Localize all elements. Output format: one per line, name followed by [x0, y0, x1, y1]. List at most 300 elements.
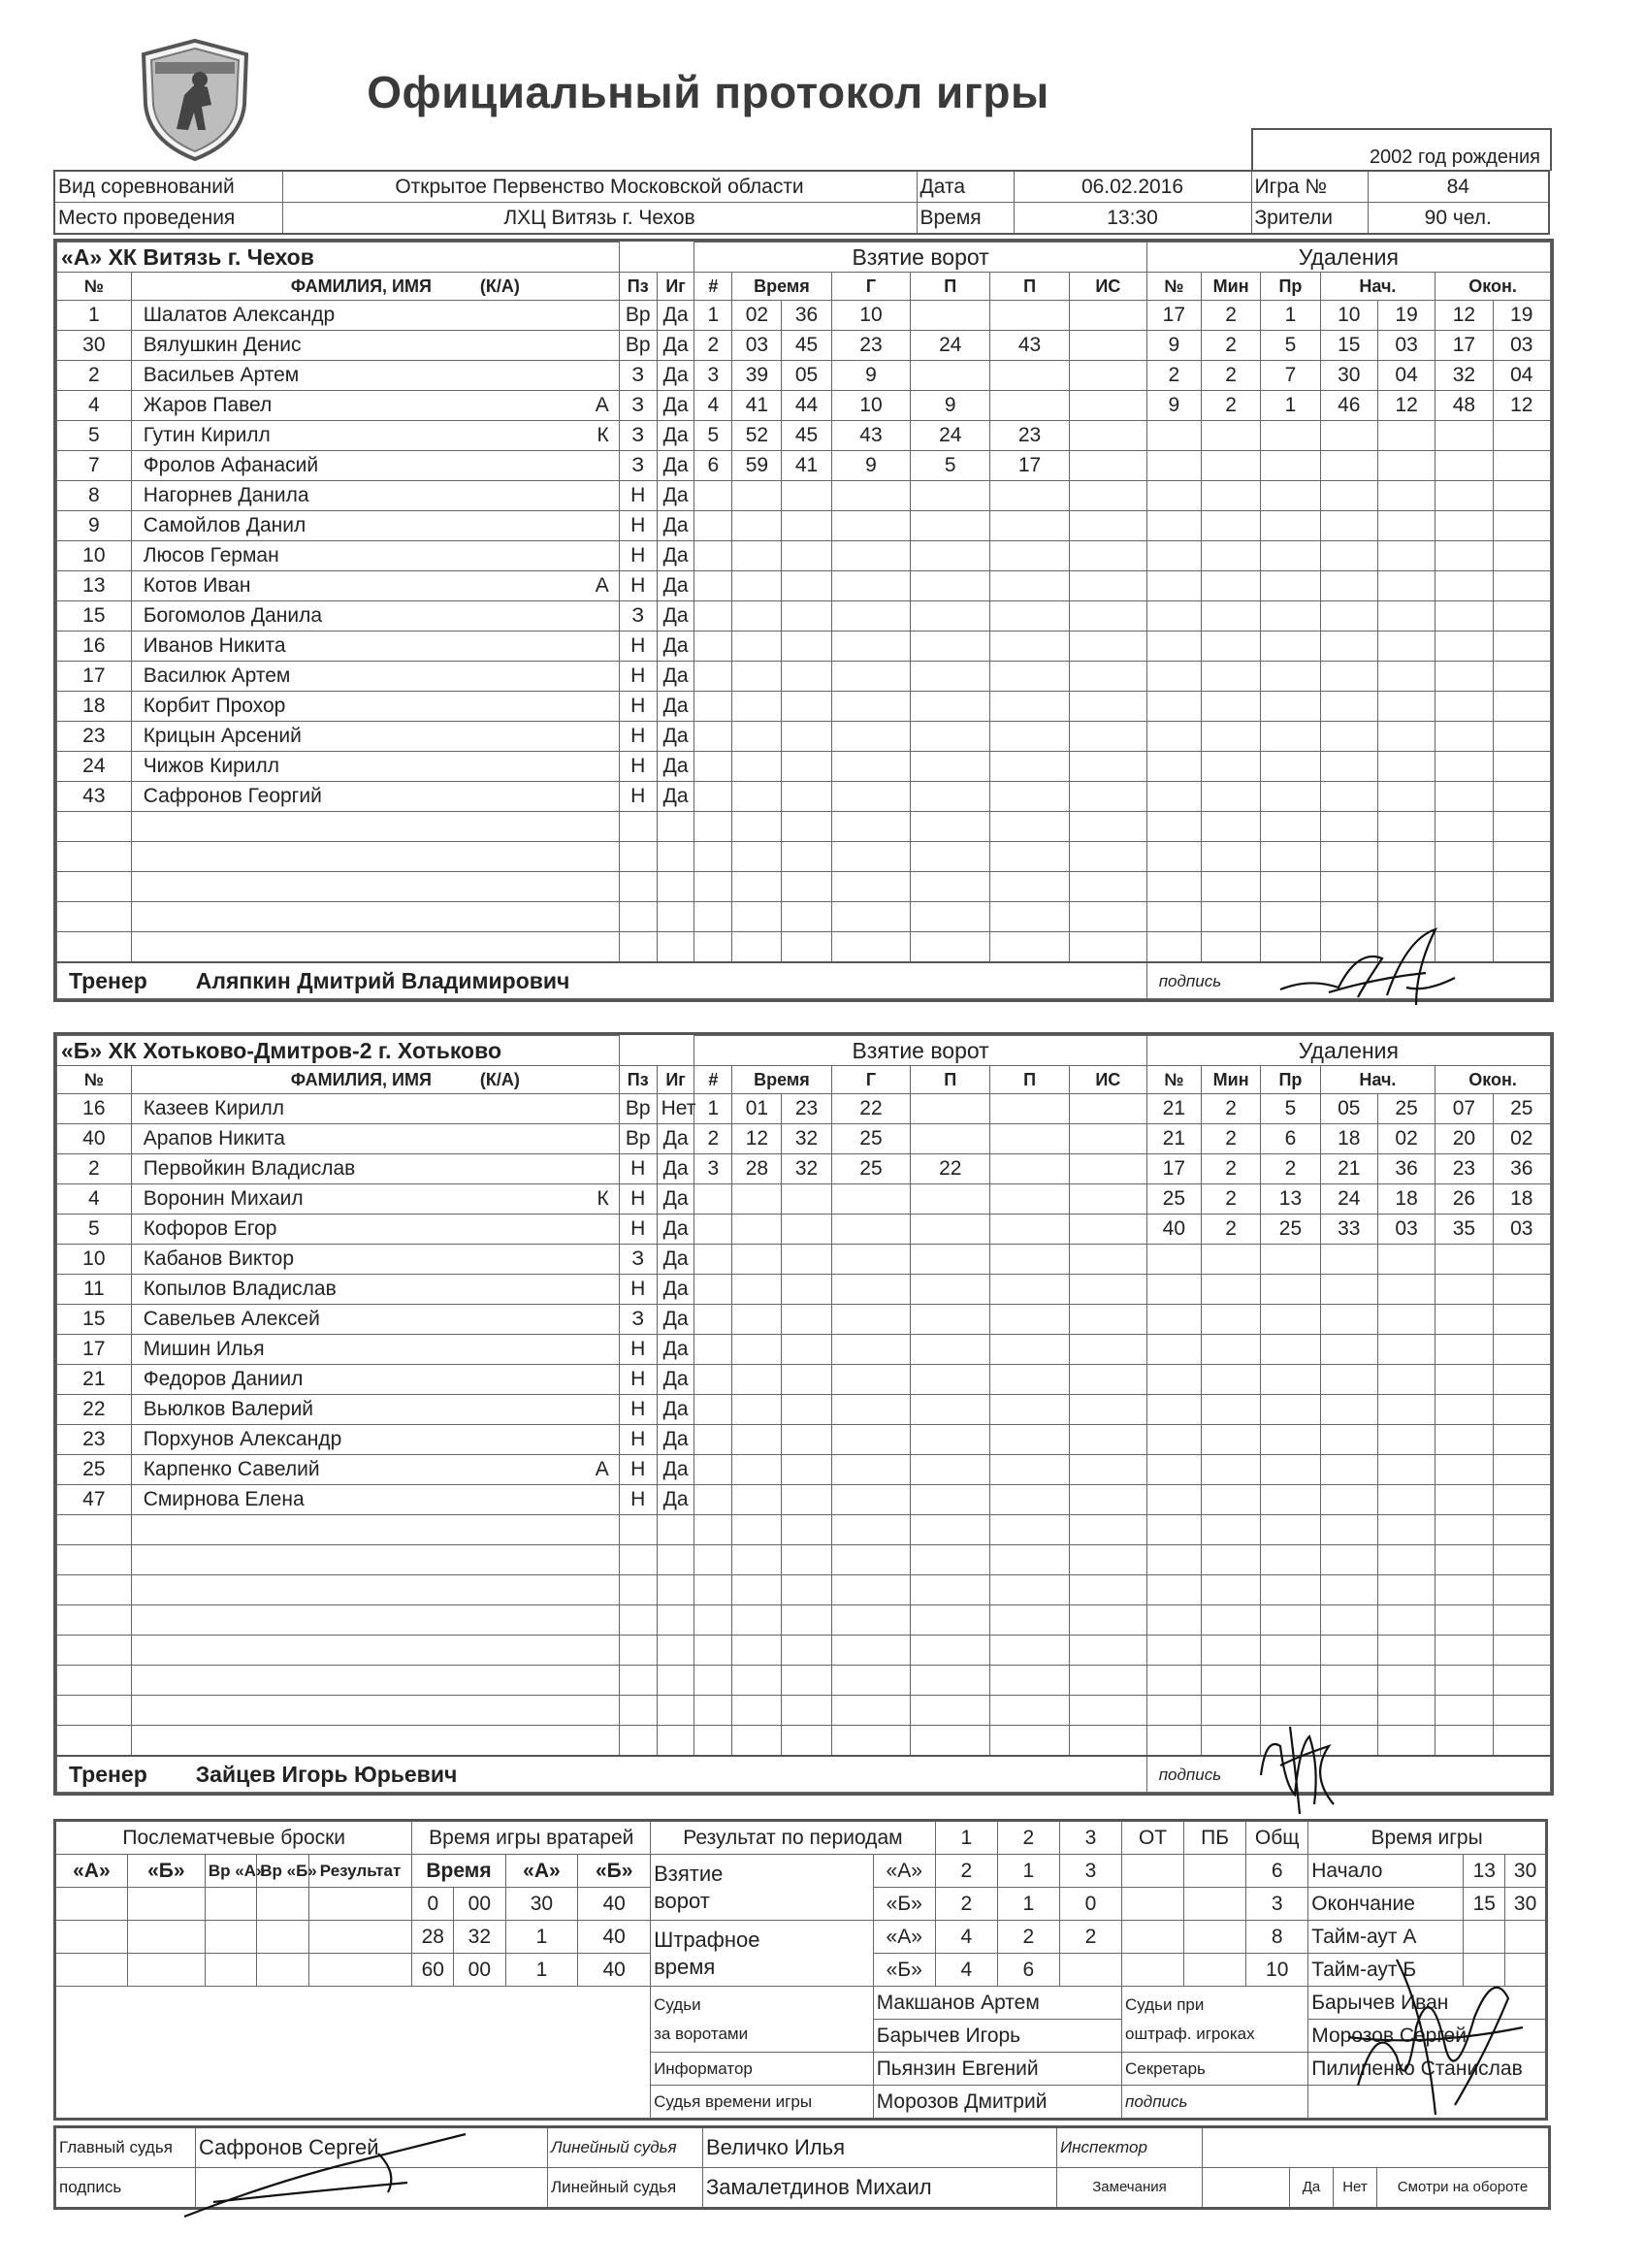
- goal-situation: [1069, 1575, 1146, 1605]
- goal-minute: 02: [732, 301, 782, 331]
- goal-assist-2: [990, 722, 1070, 752]
- player-row: [57, 1425, 1551, 1455]
- penalty-player: 17: [1146, 301, 1201, 331]
- goal-minute: 03: [732, 331, 782, 361]
- penalty-start-min: [1320, 1485, 1377, 1515]
- player-name: Вялушкин Денис: [131, 331, 619, 361]
- goal-number: 2: [694, 331, 732, 361]
- penalty-end-sec: [1493, 1515, 1550, 1545]
- player-number: 22: [57, 1395, 132, 1425]
- goal-second: [782, 1696, 831, 1726]
- penalty-code: [1261, 782, 1320, 812]
- col-is: ИС: [1069, 1066, 1146, 1094]
- player-position: Вр: [619, 331, 657, 361]
- player-number: 17: [57, 662, 132, 692]
- end-h: 15: [1464, 1888, 1505, 1921]
- player-name: Арапов Никита: [131, 1124, 619, 1154]
- captain-mark: К: [597, 1187, 609, 1210]
- player-name: Крицын Арсений: [131, 722, 619, 752]
- goal-minute: [732, 571, 782, 601]
- captain-mark: А: [595, 394, 609, 416]
- goal-second: [782, 1636, 831, 1666]
- player-position: Н: [619, 782, 657, 812]
- goal-number: 4: [694, 391, 732, 421]
- goal-number: 6: [694, 451, 732, 481]
- penalty-end-min: [1435, 1515, 1493, 1545]
- game-no: 84: [1368, 171, 1549, 203]
- player-number: 4: [57, 1184, 132, 1215]
- col-pen-no: №: [1146, 1066, 1201, 1094]
- penalty-player: [1146, 1335, 1201, 1365]
- penalty-start-sec: [1377, 1365, 1435, 1395]
- penalty-end-sec: [1493, 1335, 1550, 1365]
- start-h: 13: [1464, 1855, 1505, 1888]
- goal-judge-2: Барычев Игорь: [873, 2020, 1121, 2053]
- document-title: Официальный протокол игры: [367, 67, 1049, 117]
- penalty-end-min: [1435, 722, 1493, 752]
- penalty-start-min: [1320, 1245, 1377, 1275]
- goals-b-pb: [1184, 1888, 1246, 1921]
- penalty-code: [1261, 1245, 1320, 1275]
- player-position: Н: [619, 1455, 657, 1485]
- goal-situation: [1069, 932, 1146, 963]
- col-assist-2: П: [990, 1066, 1070, 1094]
- goal-number: [694, 1485, 732, 1515]
- team-a-sign: подпись: [1146, 962, 1550, 999]
- player-name: Иванов Никита: [131, 632, 619, 662]
- penalty-code: [1261, 812, 1320, 842]
- penalty-minutes: [1201, 601, 1260, 632]
- penalty-code: [1261, 1575, 1320, 1605]
- penalty-end-sec: [1493, 1395, 1550, 1425]
- goal-number: 3: [694, 361, 732, 391]
- player-number: 16: [57, 632, 132, 662]
- goal-number: [694, 1275, 732, 1305]
- goal-assist-2: [990, 1305, 1070, 1335]
- penalty-player: [1146, 662, 1201, 692]
- penalty-end-sec: 03: [1493, 1215, 1550, 1245]
- shootout-title: Послематчевые броски: [55, 1821, 412, 1855]
- goalie-time-title: Время игры вратарей: [412, 1821, 651, 1855]
- penalty-judges-label: Судьи при оштраф. игроках: [1122, 1987, 1308, 2053]
- goal-situation: [1069, 1455, 1146, 1485]
- penalty-end-sec: [1493, 1455, 1550, 1485]
- goal-second: [782, 1666, 831, 1696]
- goal-assist-1: [911, 1365, 990, 1395]
- goal-second: [782, 1305, 831, 1335]
- player-played: Да: [657, 541, 694, 571]
- penalty-code: [1261, 571, 1320, 601]
- player-number: 13: [57, 571, 132, 601]
- penalty-start-sec: [1377, 632, 1435, 662]
- penalty-judge-1: Барычев Иван: [1308, 1987, 1547, 2020]
- col-goal-scorer: Г: [831, 1066, 911, 1094]
- goal-assist-1: [911, 1726, 990, 1757]
- goal-second: 36: [782, 301, 831, 331]
- player-number: 9: [57, 511, 132, 541]
- penalty-minutes: [1201, 722, 1260, 752]
- player-position: Н: [619, 1154, 657, 1184]
- player-played: Да: [657, 1485, 694, 1515]
- penalty-start-sec: 19: [1377, 301, 1435, 331]
- goal-number: [694, 1545, 732, 1575]
- team-a-goals-title: Взятие ворот: [694, 243, 1146, 273]
- player-played: Да: [657, 301, 694, 331]
- goal-scorer: 9: [831, 361, 911, 391]
- team-b-signature: [1242, 1707, 1358, 1824]
- goal-situation: [1069, 361, 1146, 391]
- goal-minute: [732, 662, 782, 692]
- pim-a-total: 8: [1246, 1921, 1308, 1954]
- goal-second: 32: [782, 1124, 831, 1154]
- penalty-start-min: [1320, 1605, 1377, 1636]
- goal-assist-1: [911, 601, 990, 632]
- player-position: Н: [619, 1365, 657, 1395]
- venue: ЛХЦ Витязь г. Чехов: [282, 203, 917, 235]
- col-pen-min: Мин: [1201, 273, 1260, 301]
- penalty-player: 21: [1146, 1124, 1201, 1154]
- player-row: [57, 1575, 1551, 1605]
- player-position: [619, 842, 657, 872]
- player-row: [57, 812, 1551, 842]
- goal-number: [694, 722, 732, 752]
- goal-number: [694, 481, 732, 511]
- penalty-code: [1261, 1485, 1320, 1515]
- penalty-minutes: [1201, 1335, 1260, 1365]
- player-played: Да: [657, 1365, 694, 1395]
- goal-situation: [1069, 331, 1146, 361]
- player-name: Савельев Алексей: [131, 1305, 619, 1335]
- penalty-minutes: [1201, 1545, 1260, 1575]
- player-played: Да: [657, 511, 694, 541]
- player-row: [57, 1275, 1551, 1305]
- goals-a-p3: 3: [1059, 1855, 1121, 1888]
- penalty-start-min: [1320, 1365, 1377, 1395]
- penalty-start-sec: [1377, 1545, 1435, 1575]
- player-position: [619, 1575, 657, 1605]
- penalty-code: [1261, 421, 1320, 451]
- player-row: [57, 421, 1551, 451]
- player-number: 17: [57, 1335, 132, 1365]
- goal-number: [694, 1425, 732, 1455]
- penalty-end-min: 20: [1435, 1124, 1493, 1154]
- penalty-end-min: [1435, 421, 1493, 451]
- goal-assist-1: [911, 1455, 990, 1485]
- goal-minute: [732, 1305, 782, 1335]
- penalty-start-sec: [1377, 782, 1435, 812]
- goal-situation: [1069, 752, 1146, 782]
- penalty-start-sec: 12: [1377, 391, 1435, 421]
- penalty-minutes: 2: [1201, 331, 1260, 361]
- player-played: Нет: [657, 1094, 694, 1124]
- penalty-end-min: [1435, 1275, 1493, 1305]
- penalty-start-sec: 02: [1377, 1124, 1435, 1154]
- penalty-player: 17: [1146, 1154, 1201, 1184]
- goal-assist-2: [990, 1425, 1070, 1455]
- secretary-sign-label: подпись: [1122, 2086, 1308, 2120]
- goal-assist-2: [990, 1636, 1070, 1666]
- player-number: 23: [57, 722, 132, 752]
- penalty-end-min: [1435, 692, 1493, 722]
- goal-scorer: 25: [831, 1154, 911, 1184]
- goal-situation: [1069, 421, 1146, 451]
- goal-situation: [1069, 1305, 1146, 1335]
- penalty-minutes: 2: [1201, 1124, 1260, 1154]
- player-name: [131, 1636, 619, 1666]
- penalty-code: [1261, 541, 1320, 571]
- penalty-player: [1146, 632, 1201, 662]
- player-played: [657, 812, 694, 842]
- penalty-minutes: [1201, 782, 1260, 812]
- goal-situation: [1069, 1335, 1146, 1365]
- penalty-code: [1261, 752, 1320, 782]
- club-logo: [138, 37, 252, 163]
- goal-minute: [732, 932, 782, 963]
- penalty-start-sec: [1377, 511, 1435, 541]
- goal-assist-1: [911, 1245, 990, 1275]
- player-name: [131, 1696, 619, 1726]
- penalty-code: [1261, 1605, 1320, 1636]
- player-position: Вр: [619, 1124, 657, 1154]
- player-name: Василюк Артем: [131, 662, 619, 692]
- team-b-penalties-title: Удаления: [1146, 1036, 1550, 1066]
- goals-b-p2: 1: [997, 1888, 1059, 1921]
- player-position: Н: [619, 692, 657, 722]
- goal-second: [782, 1726, 831, 1757]
- goals-a-p2: 1: [997, 1855, 1059, 1888]
- player-name: Казеев Кирилл: [131, 1094, 619, 1124]
- penalty-start-sec: [1377, 722, 1435, 752]
- player-played: Да: [657, 1124, 694, 1154]
- penalty-start-sec: [1377, 692, 1435, 722]
- player-number: 1: [57, 301, 132, 331]
- player-position: Н: [619, 541, 657, 571]
- goal-assist-2: 43: [990, 331, 1070, 361]
- goal-number: [694, 812, 732, 842]
- captain-mark: А: [595, 574, 609, 597]
- player-row: [57, 1154, 1551, 1184]
- penalty-player: [1146, 421, 1201, 451]
- time-label: Время: [917, 203, 1014, 235]
- goal-number: [694, 752, 732, 782]
- player-played: Да: [657, 1305, 694, 1335]
- goal-assist-1: [911, 541, 990, 571]
- penalty-start-sec: [1377, 601, 1435, 632]
- penalty-end-sec: [1493, 1696, 1550, 1726]
- player-position: Н: [619, 571, 657, 601]
- goal-assist-1: [911, 361, 990, 391]
- goal-assist-1: [911, 1184, 990, 1215]
- see-back: Смотри на обороте: [1377, 2168, 1550, 2209]
- player-position: Н: [619, 481, 657, 511]
- player-played: Да: [657, 782, 694, 812]
- penalty-start-sec: [1377, 1425, 1435, 1455]
- col-is: ИС: [1069, 273, 1146, 301]
- penalty-start-min: [1320, 481, 1377, 511]
- player-position: [619, 1636, 657, 1666]
- goal-assist-1: [911, 932, 990, 963]
- end-label: Окончание: [1308, 1888, 1464, 1921]
- goal-number: [694, 541, 732, 571]
- team-a-signature: [1271, 920, 1465, 1017]
- player-name: [131, 932, 619, 963]
- player-number: [57, 932, 132, 963]
- col-name: ФАМИЛИЯ, ИМЯ (К/А): [131, 273, 619, 301]
- player-number: [57, 1515, 132, 1545]
- goal-situation: [1069, 1215, 1146, 1245]
- player-position: Н: [619, 1485, 657, 1515]
- col-ig: Иг: [657, 273, 694, 301]
- penalty-start-sec: [1377, 421, 1435, 451]
- penalty-player: [1146, 872, 1201, 902]
- penalty-minutes: [1201, 1485, 1260, 1515]
- penalty-player: [1146, 1545, 1201, 1575]
- penalty-player: [1146, 1636, 1201, 1666]
- goal-minute: [732, 872, 782, 902]
- goal-number: [694, 601, 732, 632]
- penalty-start-sec: [1377, 812, 1435, 842]
- player-row: [57, 301, 1551, 331]
- team-b-table: [56, 1035, 1551, 1793]
- penalty-end-min: [1435, 752, 1493, 782]
- goal-scorer: [831, 1696, 911, 1726]
- player-row: [57, 1485, 1551, 1515]
- penalty-end-sec: 25: [1493, 1094, 1550, 1124]
- player-position: З: [619, 391, 657, 421]
- chief-referee: Сафронов Сергей: [196, 2127, 548, 2168]
- player-played: Да: [657, 1245, 694, 1275]
- player-row: [57, 662, 1551, 692]
- goal-scorer: [831, 541, 911, 571]
- penalty-code: [1261, 1305, 1320, 1335]
- goal-assist-1: [911, 752, 990, 782]
- goal-situation: [1069, 902, 1146, 932]
- player-name: Жаров Павел А: [131, 391, 619, 421]
- goal-scorer: [831, 662, 911, 692]
- col-pen-start: Нач.: [1320, 273, 1435, 301]
- penalty-code: 13: [1261, 1184, 1320, 1215]
- penalty-minutes: [1201, 421, 1260, 451]
- col-pen-pr: Пр: [1261, 273, 1320, 301]
- goal-second: [782, 1395, 831, 1425]
- player-position: З: [619, 421, 657, 451]
- penalty-player: [1146, 782, 1201, 812]
- goalie-a-col: «А»: [505, 1855, 578, 1888]
- penalty-minutes: [1201, 812, 1260, 842]
- penalty-player: [1146, 752, 1201, 782]
- penalty-start-min: [1320, 782, 1377, 812]
- player-position: Н: [619, 662, 657, 692]
- goal-assist-2: [990, 812, 1070, 842]
- goal-number: [694, 1666, 732, 1696]
- goal-second: [782, 932, 831, 963]
- player-name: Шалатов Александр: [131, 301, 619, 331]
- player-name: Вьюлков Валерий: [131, 1395, 619, 1425]
- goal-scorer: [831, 481, 911, 511]
- goal-minute: [732, 511, 782, 541]
- penalty-code: [1261, 722, 1320, 752]
- penalty-start-min: [1320, 1636, 1377, 1666]
- penalty-end-sec: 04: [1493, 361, 1550, 391]
- goal-second: [782, 1365, 831, 1395]
- penalty-start-min: [1320, 511, 1377, 541]
- player-name: [131, 902, 619, 932]
- goal-assist-1: 22: [911, 1154, 990, 1184]
- goal-number: [694, 1515, 732, 1545]
- goal-assist-1: [911, 812, 990, 842]
- goal-minute: [732, 1515, 782, 1545]
- player-row: [57, 722, 1551, 752]
- goal-situation: [1069, 1425, 1146, 1455]
- penalty-start-sec: [1377, 481, 1435, 511]
- penalty-end-sec: 03: [1493, 331, 1550, 361]
- player-played: Да: [657, 632, 694, 662]
- goal-assist-2: [990, 571, 1070, 601]
- penalty-start-min: 21: [1320, 1154, 1377, 1184]
- goal-scorer: [831, 1485, 911, 1515]
- penalty-player: [1146, 451, 1201, 481]
- goal-assist-1: 9: [911, 391, 990, 421]
- penalty-code: [1261, 511, 1320, 541]
- goal-assist-2: [990, 632, 1070, 662]
- periods-title: Результат по периодам: [651, 1821, 936, 1855]
- penalty-code: [1261, 662, 1320, 692]
- goal-judges-label: Судьи за воротами: [651, 1987, 874, 2053]
- col-pen-end: Окон.: [1435, 273, 1551, 301]
- penalty-end-sec: 12: [1493, 391, 1550, 421]
- team-b-goals-title: Взятие ворот: [694, 1036, 1146, 1066]
- game-no-label: Игра №: [1251, 171, 1368, 203]
- goalie-row-1-ss: 00: [454, 1888, 505, 1921]
- goal-number: [694, 1455, 732, 1485]
- goal-minute: [732, 1215, 782, 1245]
- penalty-code: 2: [1261, 1154, 1320, 1184]
- player-position: Н: [619, 1425, 657, 1455]
- col-goal-num: #: [694, 273, 732, 301]
- col-pz: Пз: [619, 273, 657, 301]
- goal-assist-2: [990, 872, 1070, 902]
- penalty-player: [1146, 571, 1201, 601]
- goal-second: [782, 1515, 831, 1545]
- spectators-label: Зрители: [1251, 203, 1368, 235]
- player-row: [57, 1245, 1551, 1275]
- penalty-minutes: [1201, 1575, 1260, 1605]
- player-number: 30: [57, 331, 132, 361]
- secretary-signature: [1339, 1940, 1532, 2124]
- goal-second: [782, 1215, 831, 1245]
- goal-scorer: [831, 1455, 911, 1485]
- goal-scorer: [831, 1666, 911, 1696]
- goal-second: 45: [782, 331, 831, 361]
- goal-minute: 39: [732, 361, 782, 391]
- player-row: [57, 632, 1551, 662]
- goal-assist-1: [911, 1485, 990, 1515]
- player-row: [57, 541, 1551, 571]
- penalty-minutes: [1201, 541, 1260, 571]
- player-played: Да: [657, 662, 694, 692]
- penalty-code: [1261, 632, 1320, 662]
- goal-assist-1: [911, 1666, 990, 1696]
- goal-assist-2: [990, 1215, 1070, 1245]
- player-name: Чижов Кирилл: [131, 752, 619, 782]
- goal-minute: [732, 1184, 782, 1215]
- goal-second: [782, 1275, 831, 1305]
- goal-scorer: [831, 1425, 911, 1455]
- goal-assist-1: 24: [911, 331, 990, 361]
- penalty-end-sec: [1493, 752, 1550, 782]
- penalty-start-min: [1320, 692, 1377, 722]
- player-position: З: [619, 361, 657, 391]
